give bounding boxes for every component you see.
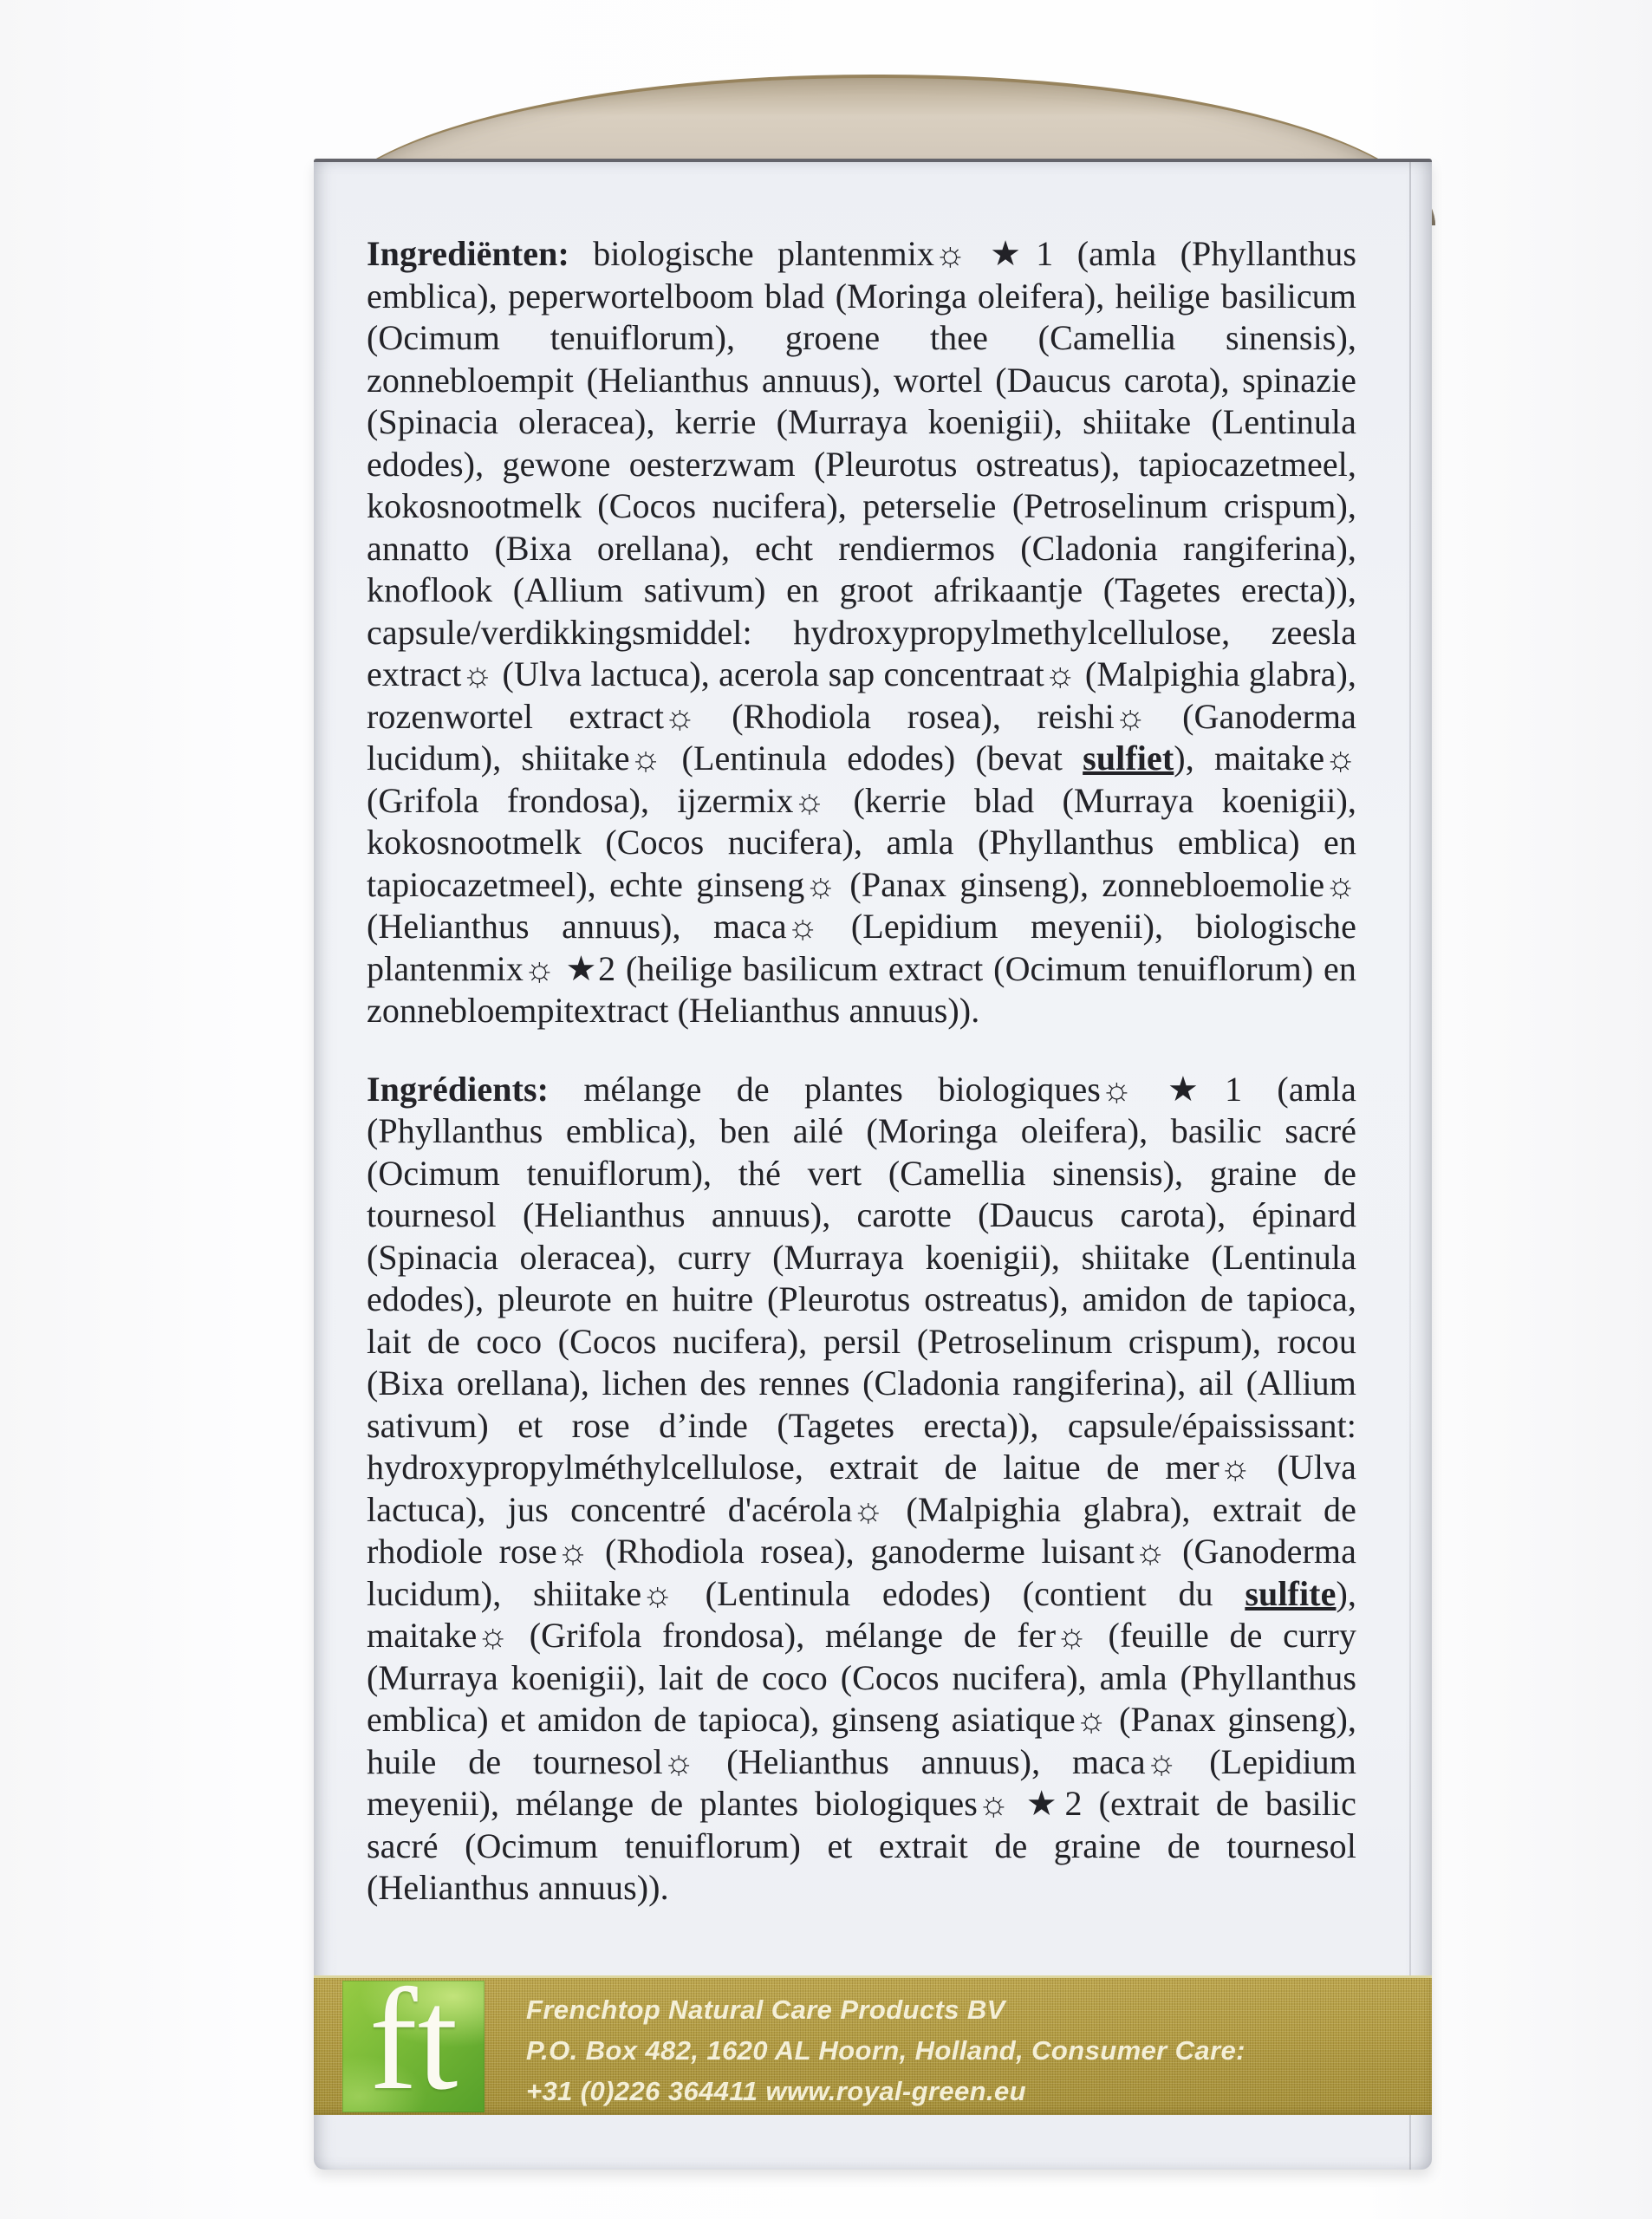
footer-company-name: Frenchtop Natural Care Products BV (526, 1994, 1005, 2025)
ingredients-text-nl-before: biologische plantenmix☼ ★1 (amla (Phyllanthus emblica), peperwortelboom blad (Moringa oleifera), heilige basilicum (Ocimum tenuiflorum), groene thee (Camellia sinensis), zonnebloempit (Helianthus annuus), wortel (Daucus carota), spinazie (Spinacia oleracea), kerrie (Murraya koenigii), shiitake (Lentinula edodes), gewone oesterzwam (Pleurotus ostreatus), tapiocazetmeel, kokosnootmelk (Cocos nucifera), peterselie (Petroselinum crispum), annatto (Bixa orellana), echt rendiermos (Cladonia rangiferina), knoflook (Allium sativum) en groot afrikaantje (Tagetes erecta)), capsule/verdikkingsmiddel: hydroxypropylmethylcellulose, zeesla extract☼ (Ulva lactuca), acerola sap concentraat☼ (Malpighia glabra), rozenwortel extract☼ (Rhodiola rosea), reishi☼ (Ganoderma lucidum), shiitake☼ (Lentinula edodes) (bevat (367, 234, 1356, 778)
footer-band (314, 1959, 1432, 2120)
ingredients-section (367, 233, 1356, 1910)
ingredients-text-fr-before: mélange de plantes biologiques☼ ★1 (amla (Phyllanthus emblica), ben ailé (Moringa oleifera), basilic sacré (Ocimum tenuiflorum), thé vert (Camellia sinensis), graine de tournesol (Helianthus annuus), carotte (Daucus carota), épinard (Spinacia oleracea), curry (Murraya koenigii), shiitake (Lentinula edodes), pleurote en huitre (Pleurotus ostreatus), amidon de tapioca, lait de coco (Cocos nucifera), persil (Petroselinum crispum), rocou (Bixa orellana), lichen des rennes (Cladonia rangiferina), ail (Allium sativum) et rose d’inde (Tagetes erecta)), capsule/épaississant: hydroxypropylméthylcellulose, extrait de laitue de mer☼ (Ulva lactuca), jus concentré d'acérola☼ (Malpighia glabra), extrait de rhodiole rose☼ (Rhodiola rosea), ganoderme luisant☼ (Ganoderma lucidum), shiitake☼ (Lentinula edodes) (contient du (367, 1069, 1356, 1613)
ingredients-label-fr: Ingrédients: (367, 1069, 550, 1109)
ingredients-paragraph-nl (367, 233, 1356, 1032)
ingredients-paragraph-fr (367, 1069, 1356, 1910)
allergen-word-fr: sulfite (1245, 1573, 1337, 1613)
allergen-word-nl: sulfiet (1083, 739, 1174, 778)
ingredients-text-nl-after: ), maitake☼ (Grifola frondosa), ijzermix☼ (kerrie blad (Murraya koenigii), kokosnootmelk (Cocos nucifera), amla (Phyllanthus emblica) en tapiocazetmeel), echte ginseng☼ (Panax ginseng), zonnebloemolie☼ (Helianthus annuus), maca☼ (Lepidium meyenii), biologische plantenmix☼ ★2 (heilige basilicum extract (Ocimum tenuiflorum) en zonnebloempitextract (Helianthus annuus)). (367, 739, 1357, 1030)
brand-logo-ft: ft (368, 1959, 459, 2120)
ingredients-label-nl: Ingrediënten: (367, 234, 569, 273)
box-edge-crease (1409, 162, 1411, 2170)
ingredients-text-fr-after: ), maitake☼ (Grifola frondosa), mélange de fer☼ (feuille de curry (Murraya koenigii), lait de coco (Cocos nucifera), amla (Phyllanthus emblica) et amidon de tapioca), ginseng asiatique☼ (Panax ginseng), huile de tournesol☼ (Helianthus annuus), maca☼ (Lepidium meyenii), mélange de plantes biologiques☼ ★2 (extrait de basilic sacré (Ocimum tenuiflorum) et extrait de graine de tournesol (Helianthus annuus)). (367, 1573, 1356, 1907)
brand-logo-square (342, 1959, 485, 2120)
box-front-panel (314, 159, 1432, 2170)
footer-address-line: P.O. Box 482, 1620 AL Hoorn, Holland, Consumer Care: (526, 2035, 1246, 2066)
footer-text-block (526, 1989, 1246, 2112)
footer-contact-line: +31 (0)226 364411 www.royal-green.eu (526, 2076, 1027, 2106)
